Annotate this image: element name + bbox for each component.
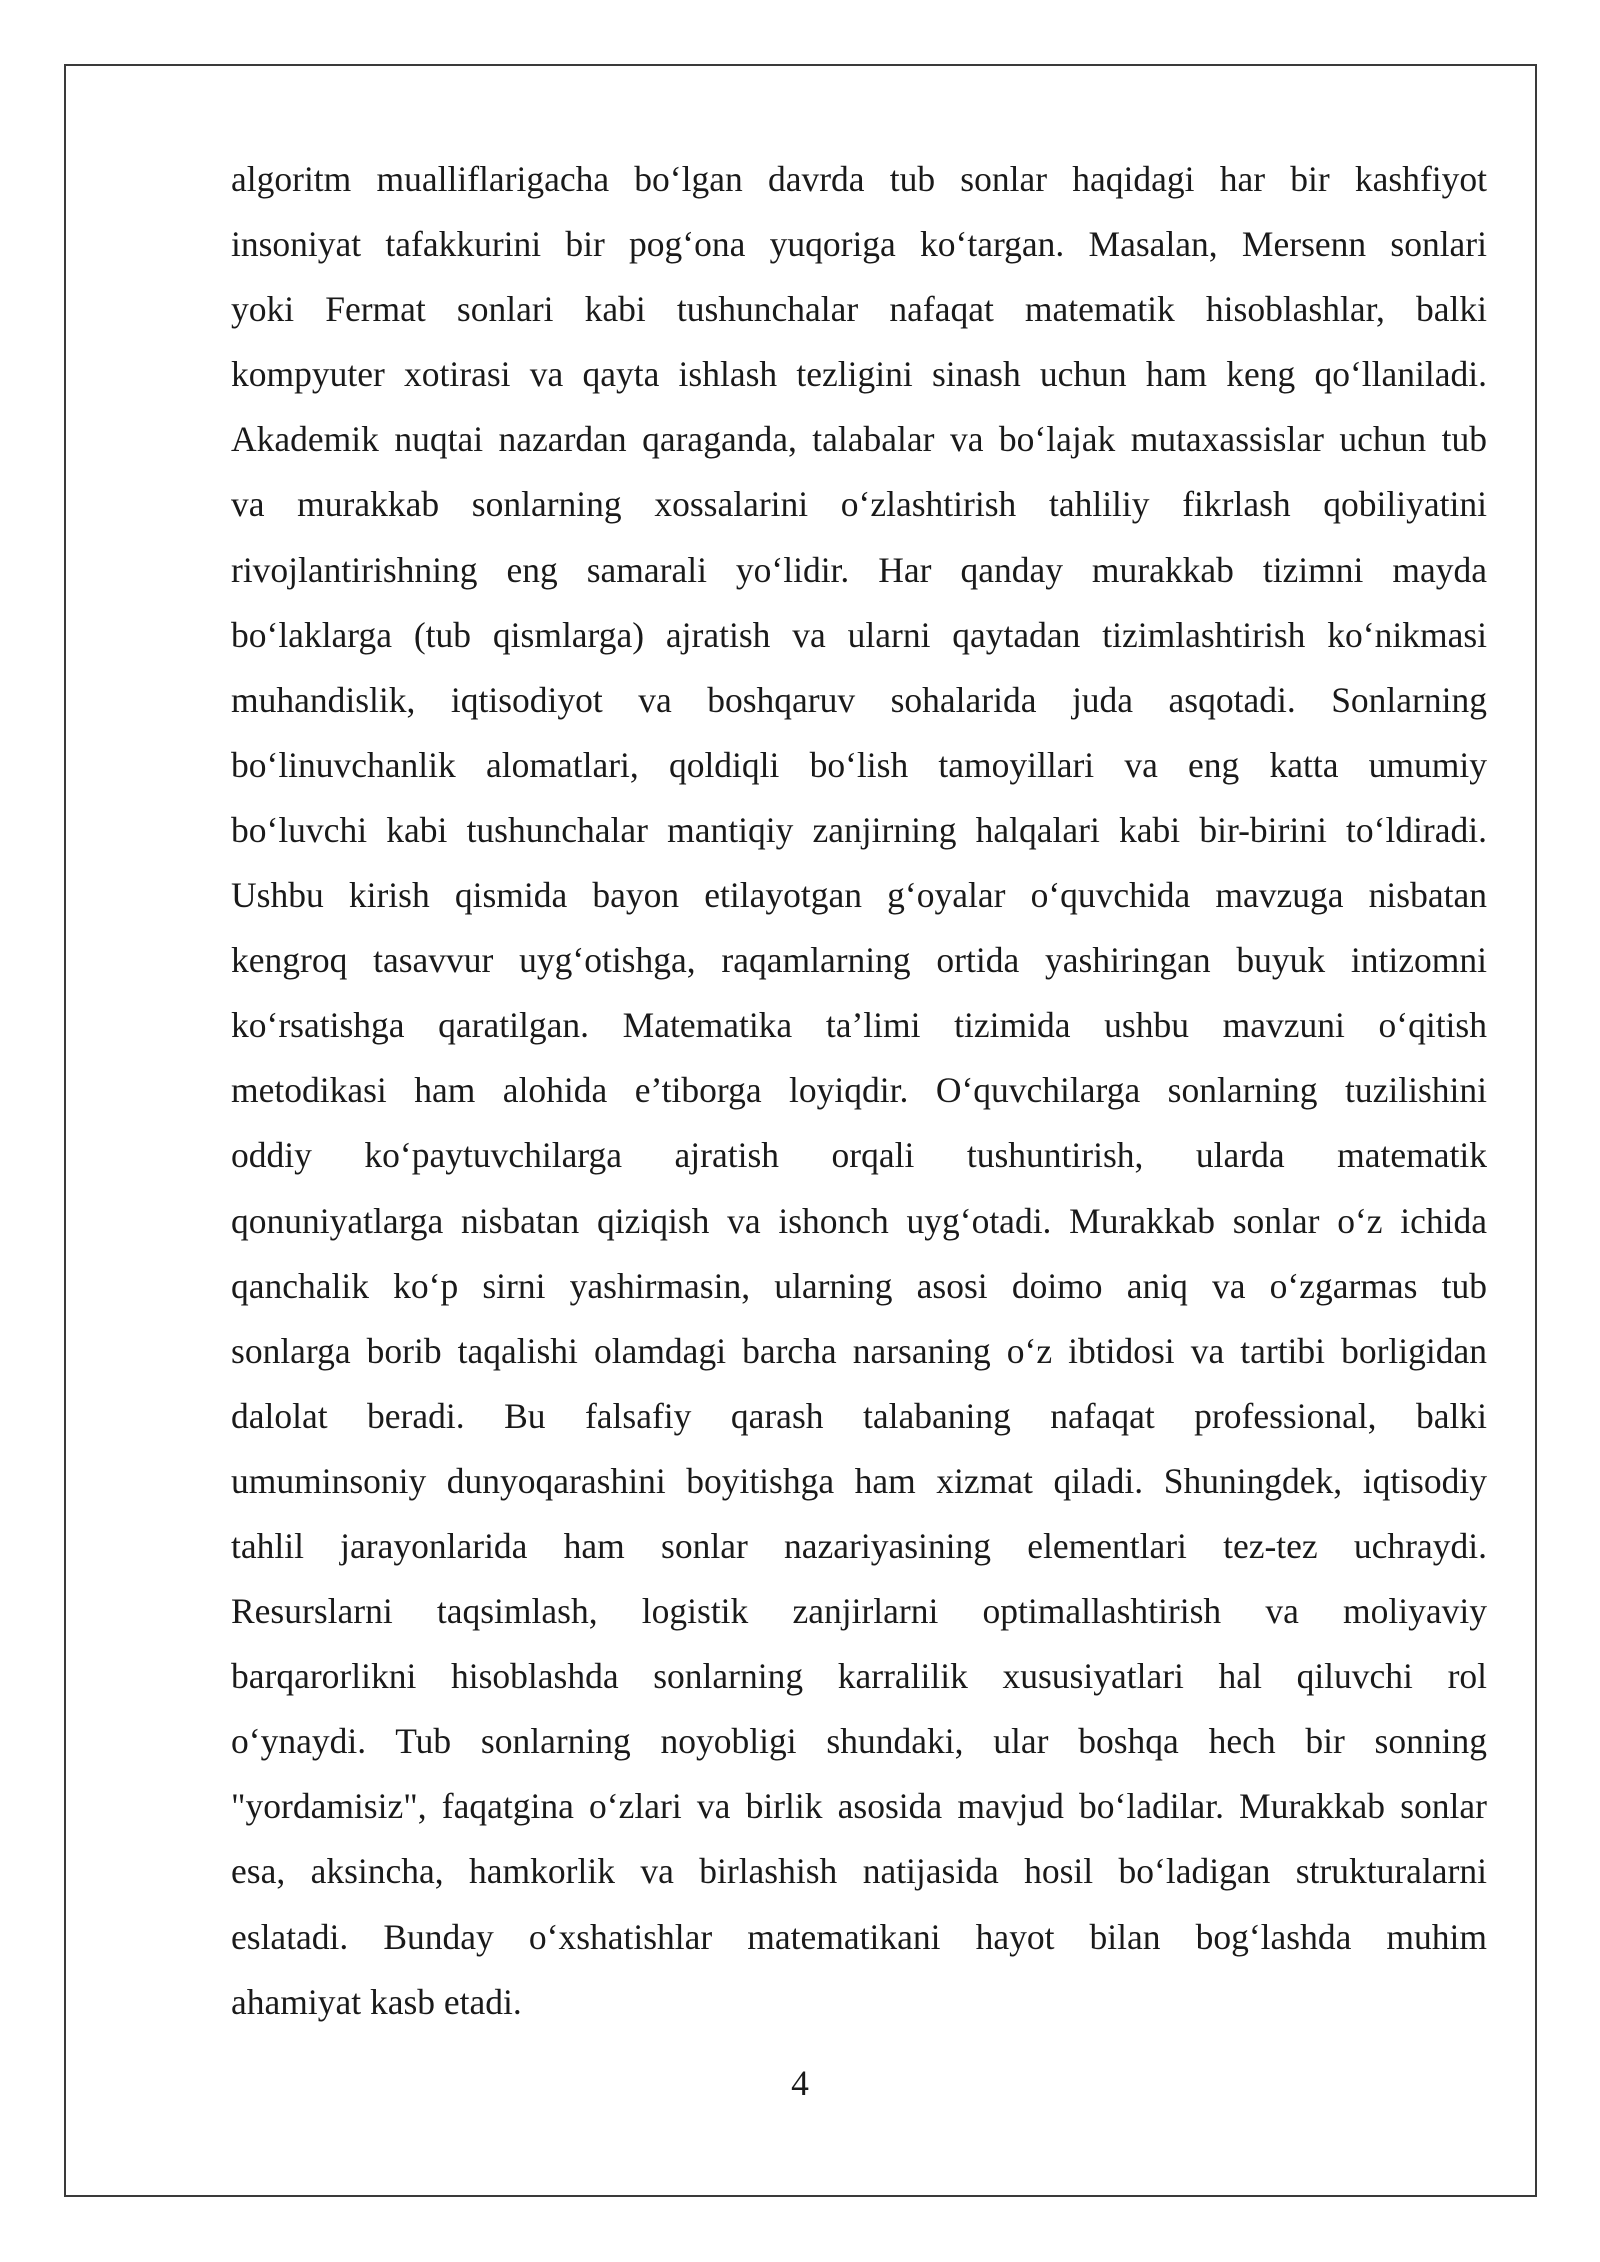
text-line: metodikasi ham alohida e’tiborga loyiqdir. O‘quvchilarga sonlarning tuzilishini [231, 1070, 1487, 1111]
text-line: sonlarga borib taqalishi olamdagi barcha narsaning o‘z ibtidosi va tartibi borligidan [231, 1330, 1487, 1371]
text-line: yoki Fermat sonlari kabi tushunchalar nafaqat matematik hisoblashlar, balki [231, 289, 1487, 330]
text-line: tahlil jarayonlarida ham sonlar nazariyasining elementlari tez-tez uchraydi. [231, 1525, 1487, 1566]
text-line: o‘ynaydi. Tub sonlarning noyobligi shundaki, ular boshqa hech bir sonning [231, 1721, 1487, 1762]
text-line: Resurslarni taqsimlash, logistik zanjirlarni optimallashtirish va moliyaviy [231, 1591, 1487, 1632]
text-line: "yordamisiz", faqatgina o‘zlari va birlik asosida mavjud bo‘ladilar. Murakkab sonlar [231, 1786, 1487, 1827]
body-paragraph [231, 147, 1487, 2035]
text-line: bo‘linuvchanlik alomatlari, qoldiqli bo‘lish tamoyillari va eng katta umumiy [231, 744, 1487, 785]
text-line: va murakkab sonlarning xossalarini o‘zlashtirish tahliliy fikrlash qobiliyatini [231, 484, 1487, 525]
text-line: dalolat beradi. Bu falsafiy qarash talabaning nafaqat professional, balki [231, 1395, 1487, 1436]
text-line: umuminsoniy dunyoqarashini boyitishga ham xizmat qiladi. Shuningdek, iqtisodiy [231, 1460, 1487, 1501]
text-line: eslatadi. Bunday o‘xshatishlar matematikani hayot bilan bog‘lashda muhim [231, 1916, 1487, 1957]
text-line: bo‘luvchi kabi tushunchalar mantiqiy zanjirning halqalari kabi bir-birini to‘ldiradi. [231, 809, 1487, 850]
text-line: ko‘rsatishga qaratilgan. Matematika ta’limi tizimida ushbu mavzuni o‘qitish [231, 1005, 1487, 1046]
text-line: esa, aksincha, hamkorlik va birlashish natijasida hosil bo‘ladigan strukturalarni [231, 1851, 1487, 1892]
text-line: kengroq tasavvur uyg‘otishga, raqamlarning ortida yashiringan buyuk intizomni [231, 940, 1487, 981]
text-line: ahamiyat kasb etadi. [231, 1981, 522, 2022]
text-line: insoniyat tafakkurini bir pog‘ona yuqoriga ko‘targan. Masalan, Mersenn sonlari [231, 224, 1487, 265]
text-line: qonuniyatlarga nisbatan qiziqish va ishonch uyg‘otadi. Murakkab sonlar o‘z ichida [231, 1200, 1487, 1241]
text-line: rivojlantirishning eng samarali yo‘lidir. Har qanday murakkab tizimni mayda [231, 549, 1487, 590]
text-line: algoritm mualliflarigacha bo‘lgan davrda tub sonlar haqidagi har bir kashfiyot [231, 159, 1487, 199]
text-line: muhandislik, iqtisodiyot va boshqaruv sohalarida juda asqotadi. Sonlarning [231, 679, 1487, 720]
text-line: oddiy ko‘paytuvchilarga ajratish orqali tushuntirish, ularda matematik [231, 1135, 1487, 1176]
text-line: qanchalik ko‘p sirni yashirmasin, ularning asosi doimo aniq va o‘zgarmas tub [231, 1265, 1487, 1306]
text-line: barqarorlikni hisoblashda sonlarning karralilik xususiyatlari hal qiluvchi rol [231, 1656, 1487, 1697]
text-line: kompyuter xotirasi va qayta ishlash tezligini sinash uchun ham keng qo‘llaniladi. [231, 354, 1487, 395]
text-line: Akademik nuqtai nazardan qaraganda, talabalar va bo‘lajak mutaxassislar uchun tub [231, 419, 1487, 460]
text-line: Ushbu kirish qismida bayon etilayotgan g‘oyalar o‘quvchida mavzuga nisbatan [231, 875, 1487, 916]
page-number: 4 [791, 2063, 809, 2103]
text-line: bo‘laklarga (tub qismlarga) ajratish va ularni qaytadan tizimlashtirish ko‘nikmasi [231, 614, 1487, 655]
